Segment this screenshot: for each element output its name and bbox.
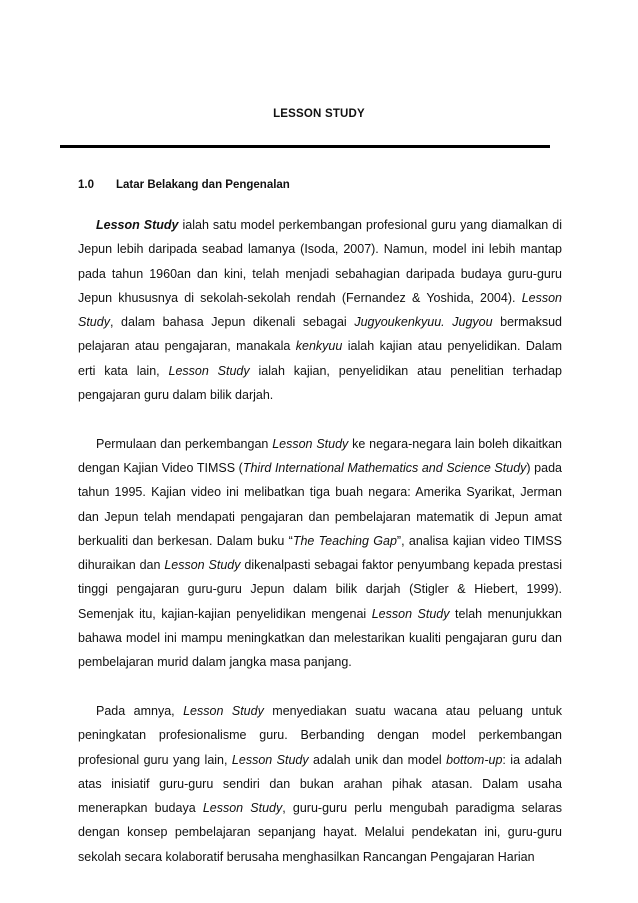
paragraph-3-text-run: Lesson Study xyxy=(231,752,309,767)
paragraph-3-text-run: bottom-up xyxy=(446,752,503,767)
paragraph-2-text-run: ke negara-negara lain boleh dikaitkan dengan Kajian Video TIMSS ( xyxy=(78,436,563,475)
paragraph-2-text-run: ”, analisa kajian video TIMSS dihuraikan dan xyxy=(78,533,562,573)
paragraph-3 xyxy=(78,699,562,869)
paragraph-1-text-run: bermaksud pelajaran atau pengajaran, manakala xyxy=(78,315,562,354)
paragraph-3-text-run: adalah unik dan model xyxy=(308,752,447,767)
paragraph-2-text-run: The Teaching Gap xyxy=(292,533,397,548)
paragraph-2-text-run: Lesson Study xyxy=(272,436,349,451)
document-title: LESSON STUDY xyxy=(273,108,365,120)
paragraph-2-text-run: Lesson Study xyxy=(164,558,241,573)
paragraph-1-text-run: Lesson Study xyxy=(96,218,179,232)
paragraph-3-text-run: Pada amnya, xyxy=(96,703,184,718)
paragraph-1-text-run: ialah satu model perkembangan profesional guru yang diamalkan di Jepun lebih daripada seabad lamanya (Isoda, 2007). Namun, model ini lebih mantap pada tahun 1960an dan kini, telah menjadi sebahagian daripada budaya guru-guru Jepun khususnya di sekolah-sekolah rendah (Fernandez & Yoshida, 2004). xyxy=(78,218,562,305)
paragraph-2-text-run: Third International Mathematics and Science Study xyxy=(242,460,527,475)
paragraph-3-text-run: : ia adalah atas inisiatif guru-guru sendiri dan bukan arahan pihak atasan. Dalam usaha menerapkan budaya xyxy=(78,752,562,816)
section-heading xyxy=(78,179,290,191)
paragraph-2-text-run: Permulaan dan perkembangan xyxy=(96,436,273,451)
section-title: Latar Belakang dan Pengenalan xyxy=(116,179,290,191)
paragraph-1-text-run: ialah kajian, penyelidikan atau penelitian terhadap pengajaran guru dalam bilik darjah. xyxy=(78,363,563,403)
paragraph-1 xyxy=(78,213,562,407)
paragraph-1-text-run: Jugyoukenkyuu. Jugyou xyxy=(354,315,493,330)
paragraph-2-text-run: ) pada tahun 1995. Kajian video ini melibatkan tiga buah negara: Amerika Syarikat, Jerman dan Jepun telah mendapati pengajaran dan pembelajaran matematik di Jepun amat berkualiti dan berkesan. Dalam buku “ xyxy=(78,460,562,548)
paragraph-1-text-run: Lesson Study xyxy=(78,290,562,330)
paragraph-3-text-run: , guru-guru perlu mengubah paradigma selaras dengan konsep pembelajaran sepanjang hayat. Melalui pendekatan ini, guru-guru sekolah secara kolaboratif berusaha menghasilkan Rancangan Pengajaran Harian xyxy=(78,801,562,864)
document-body xyxy=(78,213,562,893)
paragraph-3-text-run: menyediakan suatu wacana atau peluang untuk peningkatan profesionalisme guru. Berbanding dengan model perkembangan profesional guru yang lain, xyxy=(78,703,562,767)
paragraph-1-text-run: Lesson Study xyxy=(168,363,250,378)
title-divider xyxy=(60,145,550,148)
paragraph-1-text-run: , dalam bahasa Jepun dikenali sebagai xyxy=(109,315,355,330)
paragraph-2-text-run: telah menunjukkan bahawa model ini mampu meningkatkan dan melestarikan kualiti pengajaran guru dan pembelajaran murid dalam jangka masa panjang. xyxy=(78,606,563,670)
paragraph-3-text-run: Lesson Study xyxy=(202,801,283,816)
paragraph-2 xyxy=(78,432,562,675)
paragraph-3-text-run: Lesson Study xyxy=(183,703,264,718)
paragraph-1-text-run: ialah kajian atau penyelidikan. Dalam erti kata lain, xyxy=(78,339,562,378)
paragraph-1-text-run: kenkyuu xyxy=(295,339,343,354)
paragraph-2-text-run: dikenalpasti sebagai faktor penyumbang kepada prestasi tinggi pengajaran guru-guru Jepun dalam bilik darjah (Stigler & Hiebert, 1999). Semenjak itu, kajian-kajian penyelidikan mengenai xyxy=(78,558,562,621)
paragraph-2-text-run: Lesson Study xyxy=(371,606,450,621)
section-number: 1.0 xyxy=(78,179,94,191)
